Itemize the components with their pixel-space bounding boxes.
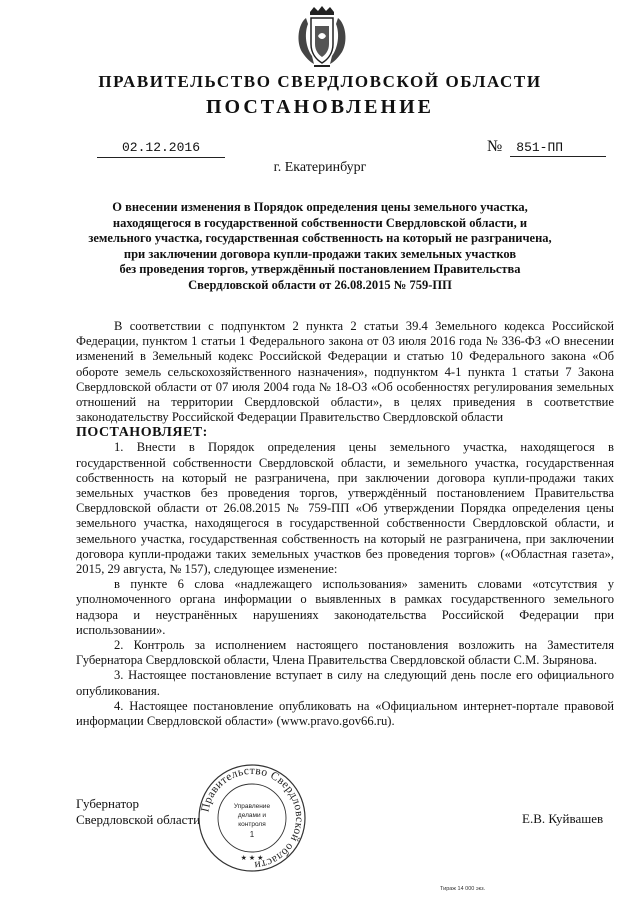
heading-line: при заключении договора купли-продажи таких земельных участков [123, 246, 517, 261]
print-footer-note: Тираж 14 000 экз. [440, 886, 486, 892]
document-number-block [487, 138, 606, 157]
seal-center-line: контроля [238, 821, 266, 828]
document-date: 02.12.2016 [97, 140, 225, 158]
heading-line: земельного участка, государственная собственность на который не разграничена, [88, 231, 552, 245]
preamble-paragraph: В соответствии с подпунктом 2 пункта 2 статьи 39.4 Земельного кодекса Российской Федерации, пунктом 1 статьи 1 Федерального закона от 03 июля 2016 года № 336-ФЗ «О внесении изменений в Земельный кодекс Российской Федерации и статью 10 Федерального закона «Об обороте земель сельскохозяйственного назначения», подпунктом 4-1 пункта 1 статьи 7 Закона Свердловской области от 07 июля 2004 года № 18-ОЗ «Об особенностях регулирования земельных отношений на территории Свердловской области», в целях приведения в соответствие законодательству Российской Федерации Правительство Свердловской области [76, 319, 614, 425]
document-number: 851-ПП [510, 140, 606, 157]
signatory-position-line: Губернатор [76, 796, 139, 811]
heading-line: находящегося в государственной собственности Свердловской области, и [112, 215, 528, 230]
heading-line: О внесении изменения в Порядок определения цены земельного участка, [112, 200, 528, 214]
item-3-paragraph: 3. Настоящее постановление вступает в силу на следующий день после его официального опубликования. [76, 668, 614, 698]
heading-line: без проведения торгов, утверждённый постановлением Правительства [119, 262, 521, 276]
resolves-heading: ПОСТАНОВЛЯЕТ: [76, 425, 208, 441]
item-1-paragraph: 1. Внести в Порядок определения цены земельного участка, находящегося в государственной собственности Свердловской области, и земельного участка, государственная собственность на который не разграничена, при заключении договора купли-продажи таких земельных участков без проведения торгов, утверждённый постановлением Правительства Свердловской области от 26.08.2015 № 759-ПП «Об утверждении Порядка определения цены земельного участка, находящегося в государственной собственности Свердловской области, и земельного участка, государственная собственность на который не разграничена, при заключении договора купли-продажи таких земельных участков без проведения торгов» («Областная газета», 2015, 29 августа, № 157), следующее изменение: [76, 440, 614, 577]
document-body [76, 319, 614, 729]
seal-number: 1 [249, 830, 255, 839]
seal-ring-text: Правительство Свердловской области [199, 764, 306, 872]
item-2-paragraph: 2. Контроль за исполнением настоящего постановления возложить на Заместителя Губернатора Свердловской области, Члена Правительства Свердловской области С.М. Зырянова. [76, 638, 614, 668]
official-seal-icon [196, 762, 308, 874]
signatory-position-line: Свердловской области [76, 812, 201, 827]
seal-center-line: делами и [237, 812, 267, 819]
signatory-position [76, 796, 200, 828]
number-sign: № [487, 138, 503, 155]
heading-line: Свердловской области от 26.08.2015 № 759-ПП [188, 277, 452, 292]
document-heading [60, 200, 580, 293]
government-title: ПРАВИТЕЛЬСТВО СВЕРДЛОВСКОЙ ОБЛАСТИ [98, 72, 542, 91]
city-line: г. Екатеринбург [273, 160, 367, 175]
coat-of-arms-icon [294, 6, 350, 70]
item-4-paragraph: 4. Настоящее постановление опубликовать на «Официальном интернет-портале правовой информации Свердловской области» (www.pravo.gov66.ru). [76, 698, 614, 729]
seal-stars-icon: ★ ★ ★ [240, 855, 264, 862]
seal-center-line: Управление [233, 803, 271, 810]
item-1-change-paragraph: в пункте 6 слова «надлежащего использования» заменить словами «отсутствия у уполномоченного органа информации о выявленных в рамках государственного земельного надзора и неустранённых нарушениях законодательства Российской Федерации при использовании». [76, 577, 614, 637]
signatory-name: Е.В. Куйвашев [522, 811, 604, 826]
document-type: ПОСТАНОВЛЕНИЕ [206, 96, 434, 118]
